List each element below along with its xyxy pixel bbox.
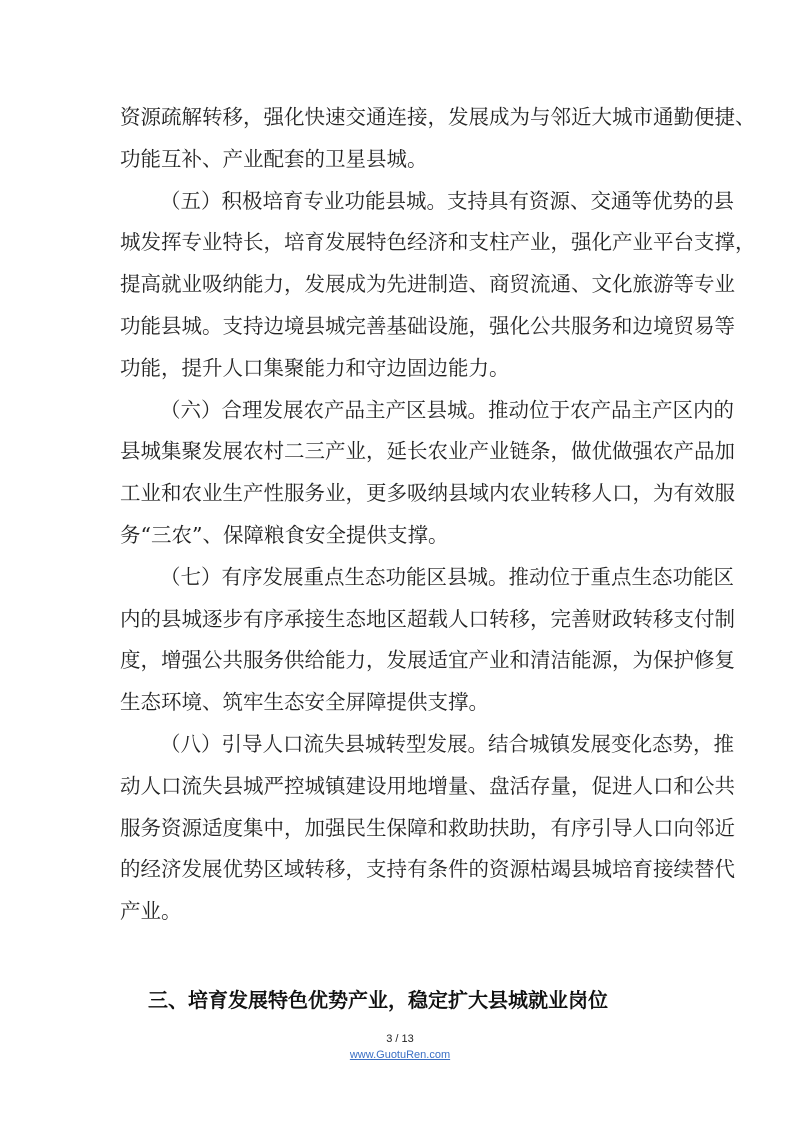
page-number: 3 / 13 xyxy=(386,1033,414,1045)
text-line: 县城集聚发展农村二三产业，延长农业产业链条，做优做强农产品加 xyxy=(120,439,735,464)
text-line: 度，增强公共服务供给能力，发展适宜产业和清洁能源，为保护修复 xyxy=(120,648,735,673)
text-line: 功能县城。支持边境县城完善基础设施，强化公共服务和边境贸易等 xyxy=(120,313,735,338)
section-heading: 三、培育发展特色优势产业，稳定扩大县城就业岗位 xyxy=(148,988,608,1012)
text-line: 资源疏解转移，强化快速交通连接，发展成为与邻近大城市通勤便捷、 xyxy=(120,105,756,129)
text-line: 功能，提升人口集聚能力和守边固边能力。 xyxy=(120,355,510,380)
text-line: 务“三农”、保障粮食安全提供支撑。 xyxy=(120,522,449,547)
paragraph xyxy=(120,97,756,181)
footer-link[interactable]: www.GuotuRen.com xyxy=(349,1049,451,1061)
text-line: 提高就业吸纳能力，发展成为先进制造、商贸流通、文化旅游等专业 xyxy=(120,272,735,297)
paragraph xyxy=(120,181,756,390)
text-line: 动人口流失县城严控城镇建设用地增量、盘活存量，促进人口和公共 xyxy=(120,773,735,798)
document-body xyxy=(120,97,756,933)
text-line: （七）有序发展重点生态功能区县城。推动位于重点生态功能区 xyxy=(160,564,734,589)
text-line: 内的县城逐步有序承接生态地区超载人口转移，完善财政转移支付制 xyxy=(120,606,735,631)
text-line: （八）引导人口流失县城转型发展。结合城镇发展变化态势，推 xyxy=(160,731,734,756)
text-line: 的经济发展优势区域转移，支持有条件的资源枯竭县城培育接续替代 xyxy=(120,857,735,882)
text-line: 生态环境、筑牢生态安全屏障提供支撑。 xyxy=(120,690,489,715)
text-line: 功能互补、产业配套的卫星县城。 xyxy=(120,146,428,171)
text-line: （六）合理发展农产品主产区县城。推动位于农产品主产区内的 xyxy=(160,397,734,422)
text-line: 工业和农业生产性服务业，更多吸纳县域内农业转移人口，为有效服 xyxy=(120,481,735,506)
text-line: 服务资源适度集中，加强民生保障和救助扶助，有序引导人口向邻近 xyxy=(120,815,735,840)
text-line: （五）积极培育专业功能县城。支持具有资源、交通等优势的县 xyxy=(160,188,734,213)
paragraph xyxy=(120,557,735,724)
text-line: 产业。 xyxy=(120,899,182,924)
paragraph xyxy=(120,724,735,933)
text-line: 城发挥专业特长，培育发展特色经济和支柱产业，强化产业平台支撑， xyxy=(120,230,756,255)
paragraph xyxy=(120,390,735,557)
